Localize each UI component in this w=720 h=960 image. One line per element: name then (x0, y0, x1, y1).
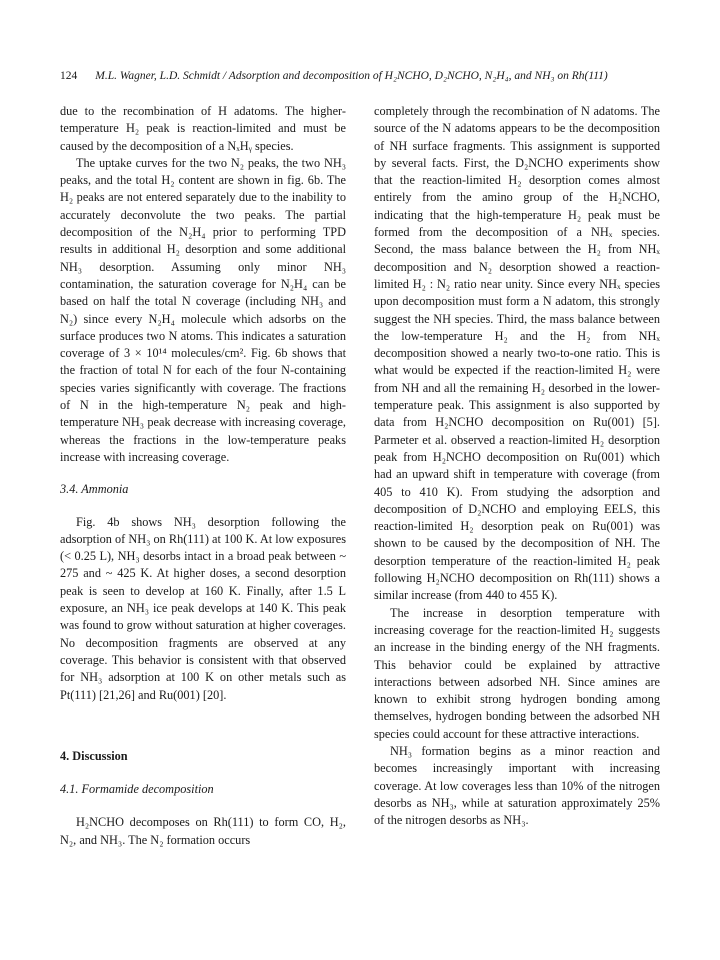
page-number: 124 (60, 70, 78, 82)
paragraph-left-2: The uptake curves for the two N₂ peaks, the two NH₃ peaks, and the total H₂ content are shown in fig. 6b. The H₂ peaks are not entered separately due to the inability to accurately deconvolute the two peaks. The partial decomposition of the N₂H₄ prior to performing TPD results in additional H₂ desorption and some additional NH₃ desorption. Assuming only minor NH₃ contamination, the saturation coverage for N₂H₄ can be based on half the total N coverage (including NH₃ and N₂) since every N₂H₄ molecule which adsorbs on the surface produces two N atoms. This indicates a saturation coverage of 3 × 10¹⁴ molecules/cm². Fig. 6b shows that the fraction of total N for each of the four N-containing species varies significantly with coverage. The fractions of N in the high-temperature N₂ peak and high-temperature NH₃ peak decrease with increasing coverage, whereas the fractions in the low-temperature peaks increase with increasing coverage. (60, 155, 346, 464)
paragraph-left-1: due to the recombination of H adatoms. The higher-temperature H₂ peak is reaction-limited and must be caused by the decomposition of a NₓHᵧ species. (60, 104, 346, 153)
paragraph-left-4: H₂NCHO decomposes on Rh(111) to form CO, H₂, N₂, and NH₃. The N₂ formation occurs (60, 815, 346, 847)
paragraph-right-1: completely through the recombination of N adatoms. The source of the N adatoms appears to be the decomposition of NH surface fragments. This assignment is supported by several facts. First, the D₂NCHO experiments show that the reaction-limited H₂ desorption comes almost entirely from the amino group of the H₂NCHO, indicating that the high-temperature H₂ peak must be formed from the decomposition of a NHₓ species. Second, the mass balance between the H₂ from NHₓ decomposition and N₂ desorption showed a reaction-limited H₂ : N₂ ratio near unity. Since every NHₓ species upon decomposition must form a N adatom, this strongly suggest the NH species. Third, the mass balance between the low-temperature H₂ and the H₂ from NHₓ decomposition showed a nearly two-to-one ratio. This is what would be expected if the reaction-limited H₂ were from NH and all the remaining H₂ desorbed in the lower-temperature peak. This assignment is also supported by data from H₂NCHO decomposition on Ru(001) [5]. Parmeter et al. observed a reaction-limited H₂ desorption peak from H₂NCHO decomposition on Ru(001) which had an upward shift in temperature with coverage (from 405 to 410 K). From studying the adsorption and decomposition of D₂NCHO and employing EELS, this reaction-limited H₂ desorption peak on Ru(001) was shown to be caused by the decomposition of NH. The desorption temperature of the reaction-limited H₂ peak following H₂NCHO decomposition on Rh(111) shows a similar increase (from 440 to 455 K). (374, 104, 660, 603)
running-title: M.L. Wagner, L.D. Schmidt / Adsorption and decomposition of H₂NCHO, D₂NCHO, N₂H₄, and NH₃ on Rh(111) (95, 70, 608, 82)
section-heading-4: 4. Discussion (60, 748, 128, 763)
paragraph-right-2: The increase in desorption temperature with increasing coverage for the reaction-limited H₂ suggests an increase in the binding energy of the NH fragments. This behavior could be explained by attractive interactions between adsorbed NH. Since amines are known to exhibit strong hydrogen bonding among themselves, hydrogen bonding between the adsorbed NH species could account for these attractive interactions. (374, 605, 660, 741)
right-column (374, 103, 660, 829)
section-heading-4-1: 4.1. Formamide decomposition (60, 782, 214, 797)
left-column (60, 103, 346, 849)
paragraph-left-3: Fig. 4b shows NH₃ desorption following the adsorption of NH₃ on Rh(111) at 100 K. At low exposures (< 0.25 L), NH₃ desorbs intact in a broad peak between ~ 275 and ~ 425 K. At higher doses, a second desorption peak is seen to develop at 160 K. Finally, after 1.5 L exposure, an NH₃ ice peak develops at 140 K. This peak was found to grow without saturation at higher coverages. No decomposition fragments are observed at any coverage. This behavior is consistent with that observed for NH₃ adsorption at 100 K on other metals such as Pt(111) [21,26] and Ru(001) [20]. (60, 514, 346, 702)
running-head (60, 70, 660, 82)
section-heading-3-4: 3.4. Ammonia (60, 482, 129, 497)
paragraph-right-3: NH₃ formation begins as a minor reaction and becomes increasingly important with increasing coverage. At low coverages less than 10% of the nitrogen desorbs as NH₃, while at saturation approximately 25% of the nitrogen desorbs as NH₃. (374, 743, 660, 828)
